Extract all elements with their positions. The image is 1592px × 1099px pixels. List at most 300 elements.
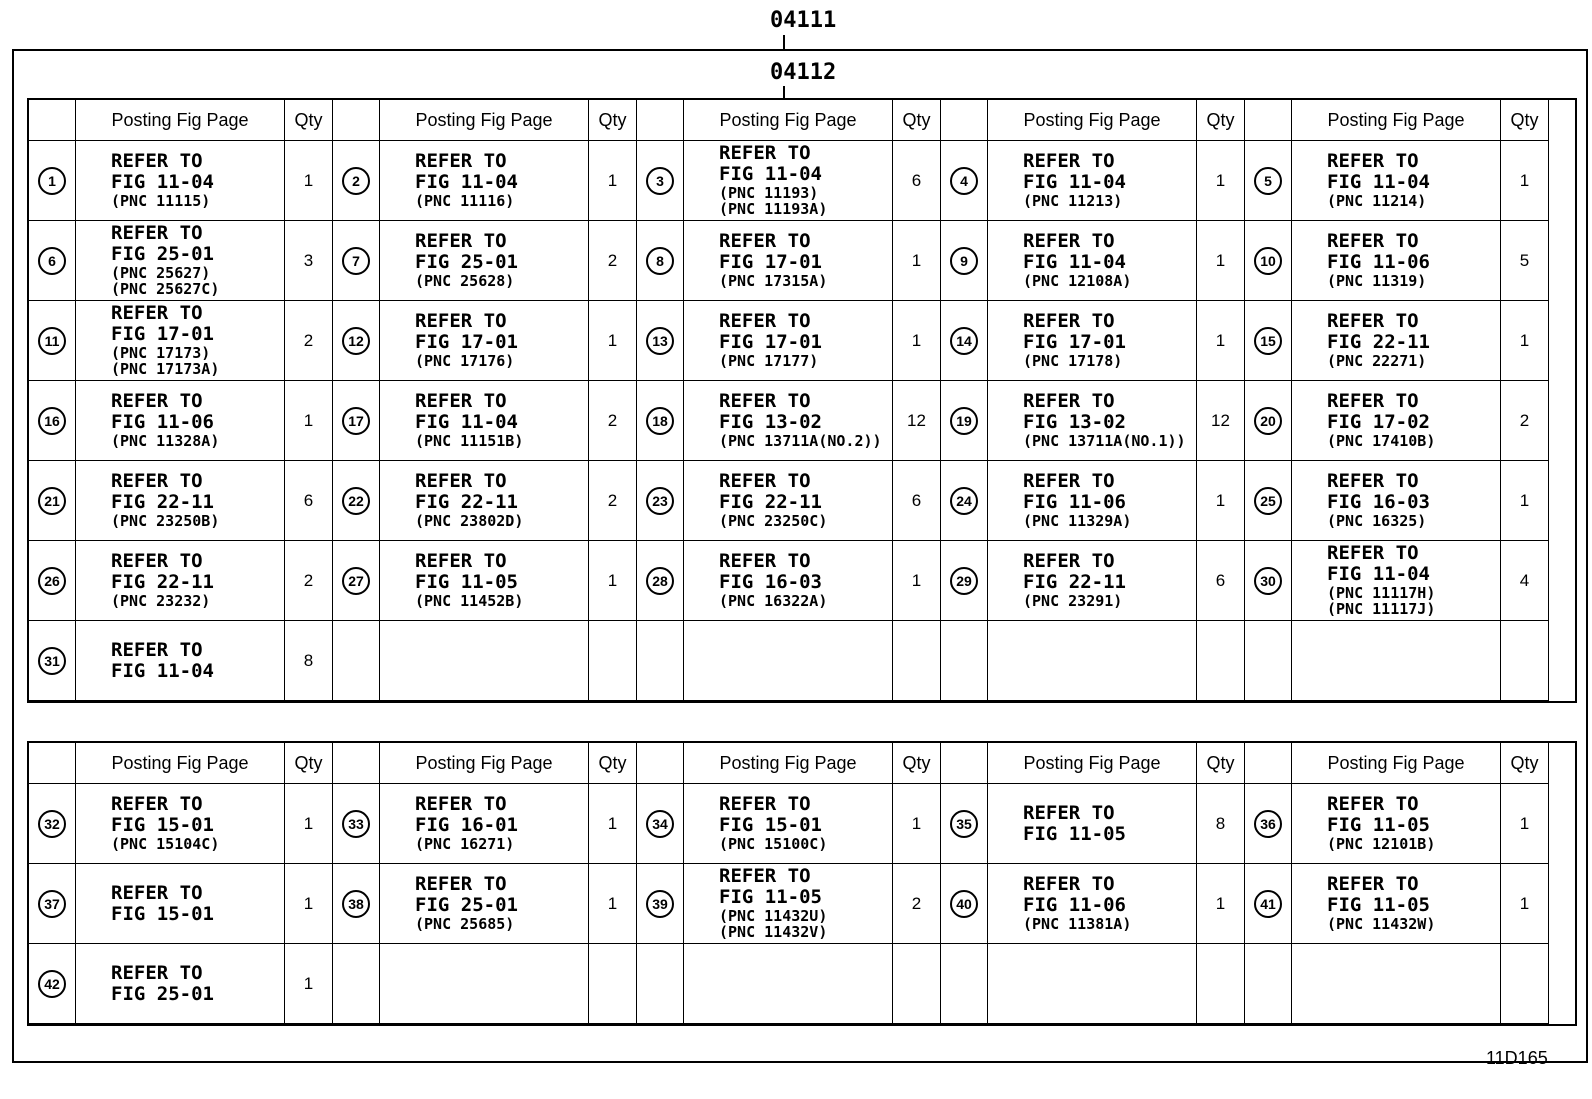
pnc-number: (PNC 25628) bbox=[415, 272, 515, 291]
header-qty: Qty bbox=[1501, 100, 1549, 141]
pnc-number: (PNC 11115) bbox=[111, 192, 211, 211]
reference-text bbox=[111, 151, 214, 209]
reference-cell bbox=[76, 944, 285, 1024]
quantity-cell bbox=[1501, 621, 1549, 701]
pnc-number: (PNC 25685) bbox=[415, 915, 515, 934]
item-number-badge: 35 bbox=[950, 810, 978, 838]
header-posting-fig-page: Posting Fig Page bbox=[76, 743, 285, 784]
quantity-cell: 1 bbox=[589, 864, 637, 944]
pnc-number: (PNC 23232) bbox=[111, 592, 211, 611]
quantity-cell: 1 bbox=[285, 784, 333, 864]
reference-text bbox=[1327, 231, 1430, 289]
quantity-cell: 1 bbox=[589, 301, 637, 381]
reference-text bbox=[1023, 874, 1131, 932]
item-number-cell bbox=[941, 541, 988, 621]
reference-cell bbox=[988, 864, 1197, 944]
reference-text bbox=[1023, 231, 1131, 289]
reference-text bbox=[415, 311, 518, 369]
reference-text bbox=[1023, 551, 1126, 609]
item-number-badge: 12 bbox=[342, 327, 370, 355]
quantity-cell: 1 bbox=[1197, 221, 1245, 301]
quantity-cell: 5 bbox=[1501, 221, 1549, 301]
reference-text bbox=[719, 794, 827, 852]
header-blank-cell bbox=[1245, 743, 1292, 784]
item-number-badge: 2 bbox=[342, 167, 370, 195]
item-number-cell bbox=[941, 864, 988, 944]
item-number-badge: 29 bbox=[950, 567, 978, 595]
item-number-badge: 31 bbox=[38, 647, 66, 675]
quantity-cell bbox=[893, 621, 941, 701]
reference-text bbox=[1023, 803, 1126, 845]
reference-text bbox=[719, 143, 827, 218]
header-blank-cell bbox=[29, 743, 76, 784]
item-number-cell bbox=[941, 301, 988, 381]
quantity-cell: 12 bbox=[1197, 381, 1245, 461]
figure-reference: FIG 11-05 bbox=[1327, 894, 1430, 917]
item-number-badge: 7 bbox=[342, 247, 370, 275]
reference-cell bbox=[988, 784, 1197, 864]
reference-text bbox=[415, 471, 523, 529]
item-number-cell bbox=[29, 621, 76, 701]
item-number-cell bbox=[29, 541, 76, 621]
refer-to-label: REFER TO bbox=[415, 230, 507, 253]
figure-reference: FIG 17-01 bbox=[415, 331, 518, 354]
item-number-cell bbox=[1245, 621, 1292, 701]
refer-to-label: REFER TO bbox=[1023, 150, 1115, 173]
refer-to-label: REFER TO bbox=[719, 310, 811, 333]
item-number-badge: 33 bbox=[342, 810, 370, 838]
item-number-badge: 30 bbox=[1254, 567, 1282, 595]
reference-cell bbox=[380, 784, 589, 864]
header-blank-cell bbox=[941, 743, 988, 784]
refer-to-label: REFER TO bbox=[1327, 150, 1419, 173]
item-number-cell bbox=[1245, 864, 1292, 944]
figure-reference: FIG 11-04 bbox=[1023, 251, 1126, 274]
pnc-number: (PNC 11214) bbox=[1327, 192, 1427, 211]
reference-cell bbox=[684, 621, 893, 701]
pnc-number: (PNC 23250B) bbox=[111, 512, 220, 531]
reference-table-top bbox=[27, 98, 1577, 703]
item-number-cell bbox=[29, 784, 76, 864]
item-number-cell bbox=[637, 944, 684, 1024]
figure-reference: FIG 25-01 bbox=[111, 982, 214, 1005]
quantity-cell bbox=[893, 944, 941, 1024]
figure-reference: FIG 11-06 bbox=[111, 411, 214, 434]
pnc-number: (PNC 11432V) bbox=[719, 923, 828, 942]
header-blank-cell bbox=[333, 743, 380, 784]
reference-text bbox=[1327, 874, 1435, 932]
item-number-cell bbox=[333, 541, 380, 621]
reference-cell bbox=[1292, 541, 1501, 621]
reference-text bbox=[719, 231, 827, 289]
figure-code: 11D165 bbox=[1486, 1048, 1548, 1068]
reference-cell bbox=[1292, 784, 1501, 864]
header-posting-fig-page: Posting Fig Page bbox=[76, 100, 285, 141]
item-number-badge: 23 bbox=[646, 487, 674, 515]
item-number-cell bbox=[637, 864, 684, 944]
item-number-badge: 41 bbox=[1254, 890, 1282, 918]
quantity-cell: 1 bbox=[589, 784, 637, 864]
header-qty: Qty bbox=[589, 743, 637, 784]
reference-text bbox=[111, 391, 219, 449]
item-number-badge: 3 bbox=[646, 167, 674, 195]
reference-text bbox=[719, 391, 882, 449]
item-number-cell bbox=[941, 461, 988, 541]
item-number-cell bbox=[637, 381, 684, 461]
quantity-cell: 2 bbox=[589, 221, 637, 301]
reference-cell bbox=[988, 621, 1197, 701]
item-number-cell bbox=[941, 381, 988, 461]
item-number-cell bbox=[637, 141, 684, 221]
item-number-badge: 11 bbox=[38, 327, 66, 355]
pnc-number: (PNC 11452B) bbox=[415, 592, 524, 611]
item-number-cell bbox=[29, 381, 76, 461]
reference-cell bbox=[684, 461, 893, 541]
refer-to-label: REFER TO bbox=[415, 310, 507, 333]
figure-reference: FIG 25-01 bbox=[415, 251, 518, 274]
item-number-cell bbox=[637, 621, 684, 701]
item-number-badge: 8 bbox=[646, 247, 674, 275]
item-number-badge: 37 bbox=[38, 890, 66, 918]
pnc-number: (PNC 23802D) bbox=[415, 512, 524, 531]
refer-to-label: REFER TO bbox=[719, 793, 811, 816]
reference-text bbox=[1023, 391, 1186, 449]
header-blank-cell bbox=[637, 743, 684, 784]
item-number-cell bbox=[333, 301, 380, 381]
refer-to-label: REFER TO bbox=[111, 961, 203, 984]
header-posting-fig-page: Posting Fig Page bbox=[1292, 100, 1501, 141]
item-number-badge: 34 bbox=[646, 810, 674, 838]
header-qty: Qty bbox=[285, 743, 333, 784]
figure-reference: FIG 11-06 bbox=[1023, 491, 1126, 514]
item-number-badge: 26 bbox=[38, 567, 66, 595]
reference-cell bbox=[380, 541, 589, 621]
reference-cell bbox=[988, 944, 1197, 1024]
quantity-cell: 12 bbox=[893, 381, 941, 461]
item-number-badge: 16 bbox=[38, 407, 66, 435]
quantity-cell: 1 bbox=[285, 381, 333, 461]
reference-text bbox=[111, 471, 219, 529]
figure-reference: FIG 11-04 bbox=[1023, 171, 1126, 194]
refer-to-label: REFER TO bbox=[111, 550, 203, 573]
quantity-cell: 1 bbox=[1501, 784, 1549, 864]
pnc-number: (PNC 11329A) bbox=[1023, 512, 1132, 531]
item-number-cell bbox=[941, 221, 988, 301]
pnc-number: (PNC 16271) bbox=[415, 835, 515, 854]
inner-part-label: 04112 bbox=[770, 60, 837, 85]
item-number-cell bbox=[1245, 461, 1292, 541]
item-number-cell bbox=[1245, 944, 1292, 1024]
item-number-cell bbox=[29, 301, 76, 381]
refer-to-label: REFER TO bbox=[111, 150, 203, 173]
reference-text bbox=[719, 866, 827, 941]
reference-cell bbox=[988, 301, 1197, 381]
item-number-badge: 17 bbox=[342, 407, 370, 435]
quantity-cell: 1 bbox=[1501, 864, 1549, 944]
figure-reference: FIG 11-04 bbox=[111, 659, 214, 682]
pnc-number: (PNC 17315A) bbox=[719, 272, 828, 291]
reference-cell bbox=[76, 784, 285, 864]
item-number-badge: 18 bbox=[646, 407, 674, 435]
quantity-cell: 1 bbox=[285, 141, 333, 221]
item-number-badge: 25 bbox=[1254, 487, 1282, 515]
reference-cell bbox=[1292, 621, 1501, 701]
quantity-cell bbox=[589, 621, 637, 701]
reference-cell bbox=[684, 541, 893, 621]
item-number-badge: 32 bbox=[38, 810, 66, 838]
item-number-cell bbox=[1245, 381, 1292, 461]
item-number-cell bbox=[941, 621, 988, 701]
item-number-cell bbox=[29, 944, 76, 1024]
item-number-badge: 38 bbox=[342, 890, 370, 918]
refer-to-label: REFER TO bbox=[719, 230, 811, 253]
pnc-number: (PNC 17178) bbox=[1023, 352, 1123, 371]
reference-cell bbox=[1292, 461, 1501, 541]
item-number-cell bbox=[941, 944, 988, 1024]
pnc-number: (PNC 17177) bbox=[719, 352, 819, 371]
refer-to-label: REFER TO bbox=[1023, 873, 1115, 896]
pnc-number: (PNC 23291) bbox=[1023, 592, 1123, 611]
item-number-cell bbox=[1245, 221, 1292, 301]
item-number-cell bbox=[333, 944, 380, 1024]
figure-reference: FIG 11-04 bbox=[415, 171, 518, 194]
quantity-cell: 2 bbox=[285, 541, 333, 621]
item-number-badge: 13 bbox=[646, 327, 674, 355]
refer-to-label: REFER TO bbox=[1023, 801, 1115, 824]
item-number-cell bbox=[637, 301, 684, 381]
reference-cell bbox=[684, 381, 893, 461]
reference-cell bbox=[380, 621, 589, 701]
reference-cell bbox=[380, 461, 589, 541]
pnc-number: (PNC 11432W) bbox=[1327, 915, 1436, 934]
header-posting-fig-page: Posting Fig Page bbox=[1292, 743, 1501, 784]
reference-cell bbox=[1292, 301, 1501, 381]
reference-cell bbox=[76, 621, 285, 701]
reference-cell bbox=[1292, 864, 1501, 944]
item-number-badge: 40 bbox=[950, 890, 978, 918]
figure-reference: FIG 11-05 bbox=[719, 886, 822, 908]
header-qty: Qty bbox=[1197, 100, 1245, 141]
header-qty: Qty bbox=[1501, 743, 1549, 784]
figure-reference: FIG 16-03 bbox=[1327, 491, 1430, 514]
pnc-number: (PNC 11432U) bbox=[719, 906, 828, 925]
header-qty: Qty bbox=[893, 100, 941, 141]
header-qty: Qty bbox=[893, 743, 941, 784]
reference-text bbox=[1327, 471, 1430, 529]
header-posting-fig-page: Posting Fig Page bbox=[988, 743, 1197, 784]
reference-cell bbox=[380, 381, 589, 461]
reference-text bbox=[415, 551, 523, 609]
item-number-cell bbox=[333, 221, 380, 301]
item-number-cell bbox=[333, 621, 380, 701]
reference-text bbox=[1327, 794, 1435, 852]
refer-to-label: REFER TO bbox=[415, 390, 507, 413]
quantity-cell: 1 bbox=[285, 944, 333, 1024]
figure-reference: FIG 22-11 bbox=[1023, 571, 1126, 594]
pnc-number: (PNC 13711A(NO.1)) bbox=[1023, 432, 1186, 451]
refer-to-label: REFER TO bbox=[111, 638, 203, 661]
quantity-cell: 6 bbox=[893, 141, 941, 221]
reference-cell bbox=[988, 221, 1197, 301]
reference-text bbox=[111, 794, 219, 852]
item-number-badge: 1 bbox=[38, 167, 66, 195]
pnc-number: (PNC 25627C) bbox=[111, 280, 220, 299]
refer-to-label: REFER TO bbox=[1023, 470, 1115, 493]
item-number-cell bbox=[333, 461, 380, 541]
item-number-cell bbox=[637, 461, 684, 541]
figure-reference: FIG 11-05 bbox=[1023, 822, 1126, 845]
header-posting-fig-page: Posting Fig Page bbox=[380, 100, 589, 141]
figure-reference: FIG 17-01 bbox=[719, 251, 822, 274]
item-number-badge: 9 bbox=[950, 247, 978, 275]
refer-to-label: REFER TO bbox=[111, 222, 203, 245]
figure-reference: FIG 17-01 bbox=[719, 331, 822, 354]
item-number-badge: 6 bbox=[38, 247, 66, 275]
quantity-cell: 1 bbox=[893, 221, 941, 301]
quantity-cell: 2 bbox=[589, 461, 637, 541]
reference-text bbox=[111, 223, 219, 298]
reference-cell bbox=[684, 944, 893, 1024]
quantity-cell bbox=[1501, 944, 1549, 1024]
item-number-cell bbox=[333, 784, 380, 864]
top-connector-line bbox=[783, 35, 785, 49]
quantity-cell: 6 bbox=[893, 461, 941, 541]
refer-to-label: REFER TO bbox=[719, 470, 811, 493]
figure-reference: FIG 11-06 bbox=[1327, 251, 1430, 274]
inner-connector-line bbox=[783, 86, 785, 98]
figure-reference: FIG 25-01 bbox=[111, 243, 214, 265]
reference-text bbox=[111, 303, 219, 378]
item-number-badge: 28 bbox=[646, 567, 674, 595]
pnc-number: (PNC 11117H) bbox=[1327, 583, 1436, 602]
reference-text bbox=[1327, 391, 1435, 449]
quantity-cell: 6 bbox=[285, 461, 333, 541]
header-qty: Qty bbox=[589, 100, 637, 141]
quantity-cell: 6 bbox=[1197, 541, 1245, 621]
reference-text bbox=[1023, 311, 1126, 369]
figure-reference: FIG 11-04 bbox=[111, 171, 214, 194]
quantity-cell bbox=[1197, 621, 1245, 701]
refer-to-label: REFER TO bbox=[1327, 470, 1419, 493]
pnc-number: (PNC 11151B) bbox=[415, 432, 524, 451]
reference-text bbox=[415, 151, 518, 209]
pnc-number: (PNC 16322A) bbox=[719, 592, 828, 611]
quantity-cell: 1 bbox=[893, 784, 941, 864]
reference-text bbox=[719, 471, 827, 529]
pnc-number: (PNC 17410B) bbox=[1327, 432, 1436, 451]
reference-text bbox=[415, 874, 518, 932]
reference-cell bbox=[380, 301, 589, 381]
reference-text bbox=[111, 883, 214, 925]
reference-text bbox=[1327, 311, 1430, 369]
figure-reference: FIG 17-02 bbox=[1327, 411, 1430, 434]
quantity-cell: 1 bbox=[589, 541, 637, 621]
item-number-badge: 39 bbox=[646, 890, 674, 918]
reference-cell bbox=[76, 221, 285, 301]
reference-cell bbox=[684, 221, 893, 301]
item-number-badge: 15 bbox=[1254, 327, 1282, 355]
refer-to-label: REFER TO bbox=[1327, 390, 1419, 413]
reference-cell bbox=[988, 141, 1197, 221]
pnc-number: (PNC 16325) bbox=[1327, 512, 1427, 531]
item-number-badge: 22 bbox=[342, 487, 370, 515]
reference-cell bbox=[76, 541, 285, 621]
item-number-cell bbox=[637, 784, 684, 864]
header-blank-cell bbox=[333, 100, 380, 141]
reference-text bbox=[111, 963, 214, 1005]
figure-reference: FIG 11-06 bbox=[1023, 894, 1126, 917]
reference-cell bbox=[988, 461, 1197, 541]
quantity-cell: 1 bbox=[1501, 301, 1549, 381]
item-number-badge: 36 bbox=[1254, 810, 1282, 838]
pnc-number: (PNC 15100C) bbox=[719, 835, 828, 854]
refer-to-label: REFER TO bbox=[1327, 873, 1419, 896]
refer-to-label: REFER TO bbox=[111, 470, 203, 493]
reference-cell bbox=[1292, 381, 1501, 461]
quantity-cell: 2 bbox=[1501, 381, 1549, 461]
figure-reference: FIG 15-01 bbox=[111, 814, 214, 837]
quantity-cell: 8 bbox=[285, 621, 333, 701]
quantity-cell: 1 bbox=[589, 141, 637, 221]
item-number-badge: 27 bbox=[342, 567, 370, 595]
figure-reference: FIG 11-04 bbox=[1327, 171, 1430, 194]
pnc-number: (PNC 12108A) bbox=[1023, 272, 1132, 291]
header-qty: Qty bbox=[285, 100, 333, 141]
quantity-cell: 1 bbox=[1197, 301, 1245, 381]
item-number-cell bbox=[637, 541, 684, 621]
pnc-number: (PNC 12101B) bbox=[1327, 835, 1436, 854]
figure-reference: FIG 16-01 bbox=[415, 814, 518, 837]
figure-reference: FIG 15-01 bbox=[111, 902, 214, 925]
reference-cell bbox=[380, 864, 589, 944]
item-number-cell bbox=[1245, 541, 1292, 621]
figure-reference: FIG 22-11 bbox=[111, 571, 214, 594]
figure-reference: FIG 17-01 bbox=[1023, 331, 1126, 354]
quantity-cell: 2 bbox=[589, 381, 637, 461]
quantity-cell: 8 bbox=[1197, 784, 1245, 864]
figure-reference: FIG 13-02 bbox=[719, 411, 822, 434]
refer-to-label: REFER TO bbox=[1327, 793, 1419, 816]
reference-cell bbox=[76, 141, 285, 221]
reference-text bbox=[1327, 543, 1435, 618]
reference-text bbox=[415, 794, 518, 852]
refer-to-label: REFER TO bbox=[719, 142, 811, 165]
reference-cell bbox=[76, 461, 285, 541]
reference-cell bbox=[380, 141, 589, 221]
item-number-cell bbox=[29, 141, 76, 221]
reference-text bbox=[415, 231, 518, 289]
refer-to-label: REFER TO bbox=[415, 550, 507, 573]
reference-cell bbox=[76, 864, 285, 944]
item-number-badge: 24 bbox=[950, 487, 978, 515]
pnc-number: (PNC 11117J) bbox=[1327, 600, 1436, 619]
header-posting-fig-page: Posting Fig Page bbox=[380, 743, 589, 784]
header-posting-fig-page: Posting Fig Page bbox=[684, 100, 893, 141]
pnc-number: (PNC 11319) bbox=[1327, 272, 1427, 291]
pnc-number: (PNC 23250C) bbox=[719, 512, 828, 531]
reference-table-bottom bbox=[27, 741, 1577, 1026]
item-number-badge: 20 bbox=[1254, 407, 1282, 435]
figure-reference: FIG 16-03 bbox=[719, 571, 822, 594]
reference-text bbox=[1023, 151, 1126, 209]
reference-cell bbox=[684, 784, 893, 864]
reference-text bbox=[111, 551, 214, 609]
refer-to-label: REFER TO bbox=[415, 873, 507, 896]
reference-text bbox=[719, 551, 827, 609]
header-posting-fig-page: Posting Fig Page bbox=[684, 743, 893, 784]
refer-to-label: REFER TO bbox=[1023, 550, 1115, 573]
pnc-number: (PNC 13711A(NO.2)) bbox=[719, 432, 882, 451]
